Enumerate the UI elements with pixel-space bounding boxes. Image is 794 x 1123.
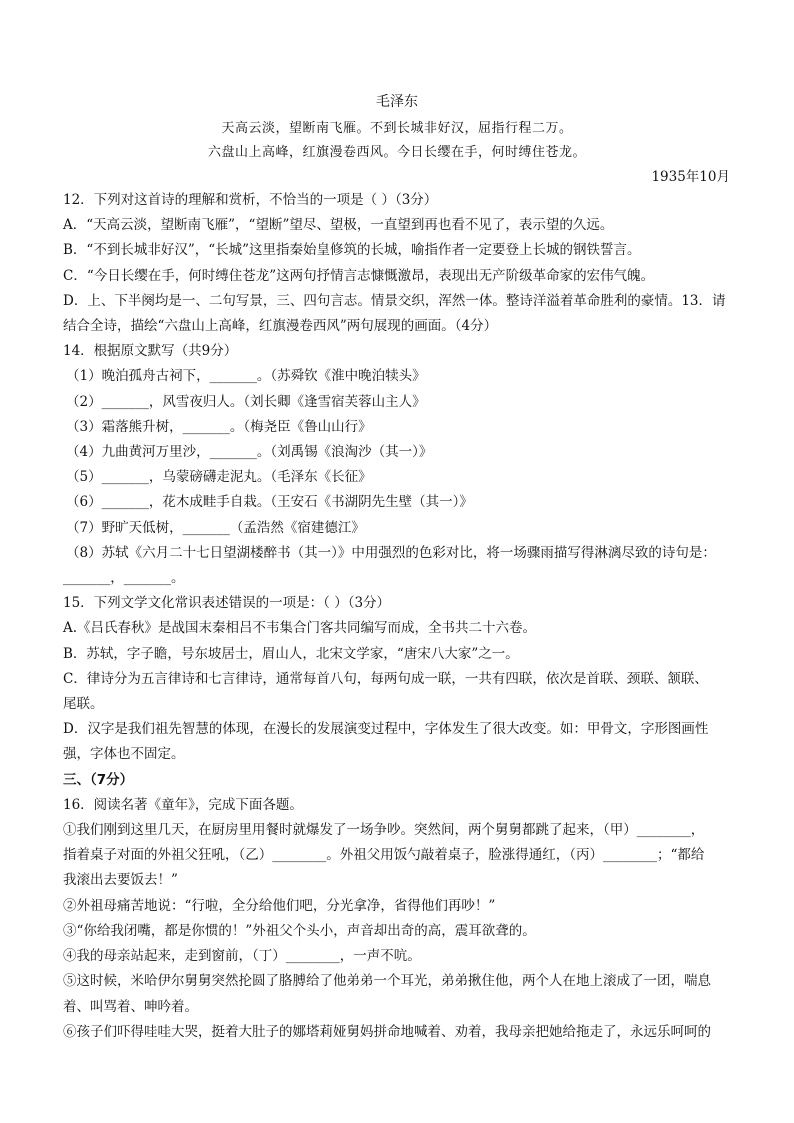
q16-paragraph-5-line1: ⑤这时候，米哈伊尔舅舅突然抡圆了胳膊给了他弟弟一个耳光，弟弟揪住他，两个人在地上滚成了一团，喘息 [63, 973, 711, 990]
poem-date: 1935年10月 [651, 169, 730, 185]
q15-option-a: A.《吕氏春秋》是战国末秦相吕不韦集合门客共同编写而成，全书共二十六卷。 [63, 620, 537, 637]
q14-item-8: （8）苏轼《六月二十七日望湖楼醉书（其一）》中用强烈的色彩对比，将一场骤雨描写得淋漓尽致的诗句是： [66, 544, 716, 561]
q16-stem: 16．阅读名著《童年》，完成下面各题。 [63, 796, 303, 813]
q15-option-b: B．苏轼，字子瞻，号东坡居士，眉山人，北宋文学家，“唐宋八大家”之一。 [63, 645, 519, 662]
questions-body [63, 188, 735, 1045]
q15-option-d-line1: D．汉字是我们祖先智慧的体现，在漫长的发展演变过程中，字体发生了很大改变。如：甲骨文，字形图画性 [63, 721, 709, 738]
q16-paragraph-1-line2: 指着桌子对面的外祖父狂吼，（乙）________。外祖父用饭勺敲着桌子，脸涨得通红，（丙）________；“都给 [63, 847, 705, 864]
q14-item-3: （3）霜落熊升树，_______。（梅尧臣《鲁山山行》 [66, 418, 372, 435]
q15-option-d-line2: 强，字体也不固定。 [63, 746, 185, 763]
q12-option-a: A．“天高云淡，望断南飞雁”，“望断”望尽、望极，一直望到再也看不见了，表示望的久远。 [63, 217, 614, 234]
q14-item-1: （1）晚泊孤舟古祠下，_______。（苏舜钦《淮中晚泊犊头》 [66, 368, 426, 385]
section-3-heading: 三、（7分） [63, 771, 134, 788]
q14-item-6: （6）_______，花木成畦手自栽。（王安石《书湖阴先生壁（其一）》 [66, 494, 473, 511]
q12-stem: 12．下列对这首诗的理解和赏析，不恰当的一项是（ ）（3分） [63, 192, 438, 208]
q16-paragraph-2: ②外祖母痛苦地说：“行啦，全分给他们吧，分光拿净，省得他们再吵！” [63, 897, 496, 914]
q14-stem: 14．根据原文默写（共9分） [63, 343, 238, 360]
q16-paragraph-6: ⑥孩子们吓得哇哇大哭，挺着大肚子的娜塔莉娅舅妈拼命地喊着、劝着，我母亲把她给拖走了，永远乐呵呵的 [63, 1023, 711, 1040]
q16-paragraph-1-line1: ①我们刚到这里几天，在厨房里用餐时就爆发了一场争吵。突然间，两个舅舅都跳了起来，（甲）________， [63, 822, 705, 839]
poem-author: 毛泽东 [376, 94, 418, 110]
q14-item-5: （5）_______，乌蒙磅礴走泥丸。（毛泽东《长征》 [66, 469, 372, 486]
q12-option-d-line1: D．上、下半阕均是一、二句写景，三、四句言志。情景交织，浑然一体。整诗洋溢着革命胜利的豪情。13．请 [63, 292, 726, 309]
poem-line-1: 天高云淡，望断南飞雁。不到长城非好汉，屈指行程二万。 [221, 121, 573, 136]
q16-paragraph-1-line3: 我滚出去要饭去！” [63, 872, 178, 889]
q14-item-2: （2）_______，风雪夜归人。（刘长卿《逢雪宿芙蓉山主人》 [66, 393, 426, 410]
q15-option-c-line2: 尾联。 [63, 696, 104, 713]
q16-paragraph-4: ④我的母亲站起来，走到窗前，（丁）________，一声不吭。 [63, 948, 421, 965]
q12-option-c: C．“今日长缨在手，何时缚住苍龙”这两句抒情言志慷慨激昂，表现出无产阶级革命家的宏伟气魄。 [63, 267, 655, 284]
q16-paragraph-5-line2: 着、叫骂着、呻吟着。 [63, 998, 198, 1015]
q14-item-7: （7）野旷天低树，_______（孟浩然《宿建德江》 [66, 519, 365, 536]
q15-stem: 15．下列文学文化常识表述错误的一项是：（ ）（3分） [63, 595, 391, 612]
poem-line-2: 六盘山上高峰，红旗漫卷西风。今日长缨在手，何时缚住苍龙。 [207, 145, 586, 160]
q14-item-8-blanks: _______，_______。 [63, 570, 185, 587]
q14-item-4: （4）九曲黄河万里沙，_______。（刘禹锡《浪淘沙（其一）》 [66, 444, 433, 461]
q16-paragraph-3: ③“你给我闭嘴，都是你惯的！”外祖父个头小，声音却出奇的高，震耳欲聋的。 [63, 922, 536, 939]
q12-option-b: B．“不到长城非好汉”，“长城”这里指秦始皇修筑的长城，喻指作者一定要登上长城的钢铁誓言。 [63, 242, 641, 259]
q15-option-c-line1: C．律诗分为五言律诗和七言律诗，通常每首八句，每两句成一联，一共有四联，依次是首联、颈联、颔联、 [63, 670, 708, 687]
q13-stem: 结合全诗，描绘“六盘山上高峰，红旗漫卷西风”两句展现的画面。（4分） [63, 318, 498, 335]
